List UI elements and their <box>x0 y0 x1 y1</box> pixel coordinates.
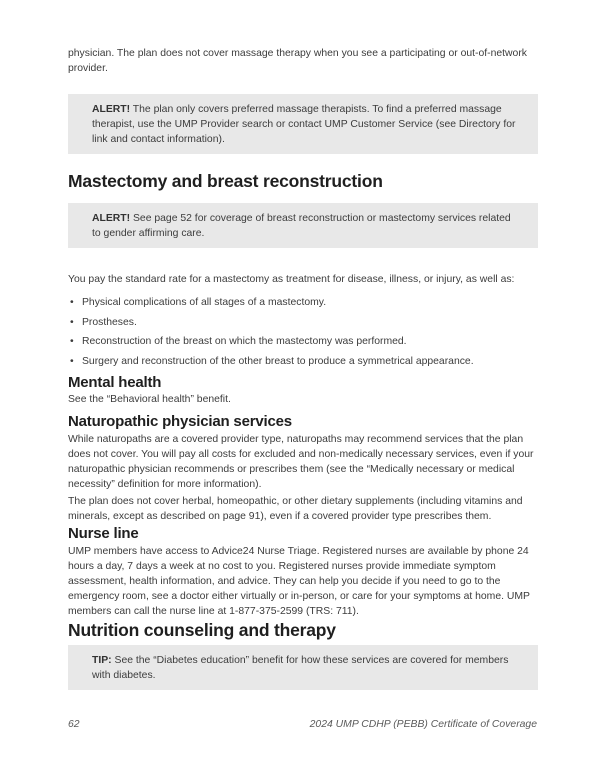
paragraph-mental-health: See the “Behavioral health” benefit. <box>68 394 231 405</box>
footer-document-title: 2024 UMP CDHP (PEBB) Certificate of Coverage <box>309 719 537 730</box>
paragraph-naturopathic-1: While naturopaths are a covered provider type, naturopaths may recommend services that the plan does not cover. You will pay all costs for excluded and non-medically necessary services, even if your naturopathic physician recommends or prescribes them (see the “Medically necessary or medical necessity” definition for more information). <box>68 434 534 490</box>
alert-box-massage <box>68 94 538 154</box>
page-content <box>68 0 538 690</box>
heading-mental-health: Mental health <box>68 374 162 391</box>
mastectomy-bullet-list <box>68 295 538 369</box>
paragraph-naturopathic-2: The plan does not cover herbal, homeopathic, or other dietary supplements (including vitamins and minerals, except as described on page 91), even if a covered provider type prescribes them. <box>68 496 523 522</box>
alert-label: ALERT! <box>92 212 131 224</box>
alert-box-mastectomy <box>68 203 538 248</box>
bullet-item: • Prostheses. <box>68 315 538 330</box>
page-number: 62 <box>68 719 80 730</box>
alert-box-massage-text <box>92 102 518 147</box>
paragraph-nurse-line: UMP members have access to Advice24 Nurse Triage. Registered nurses are available by phone 24 hours a day, 7 days a week at no cost to you. Registered nurses provide immediate symptom assessment, health information, and advice. They can help you decide if you need to go to the emergency room, see a doctor either virtually or in-person, or care for your symptoms at home. UMP members can call the nurse line at 1-877-375-2599 (TRS: 711). <box>68 546 530 617</box>
bullet-item: • Surgery and reconstruction of the other breast to produce a symmetrical appearance. <box>68 354 538 369</box>
tip-box-text <box>92 653 518 683</box>
alert-text: See page 52 for coverage of breast reconstruction or mastectomy services related to gender affirming care. <box>92 212 511 239</box>
alert-text: The plan only covers preferred massage therapists. To find a preferred massage therapist, use the UMP Provider search or contact UMP Customer Service (see Directory for link and contact information). <box>92 103 516 145</box>
tip-label: TIP: <box>92 654 112 666</box>
tip-box-nutrition <box>68 645 538 690</box>
page-footer <box>68 719 537 730</box>
heading-mastectomy: Mastectomy and breast reconstruction <box>68 171 383 191</box>
heading-nurse-line: Nurse line <box>68 525 139 542</box>
bullet-item: • Reconstruction of the breast on which the mastectomy was performed. <box>68 334 538 349</box>
tip-text: See the “Diabetes education” benefit for how these services are covered for members with diabetes. <box>92 654 509 681</box>
alert-label: ALERT! <box>92 103 131 115</box>
paragraph-massage-continuation: physician. The plan does not cover massage therapy when you see a participating or out-of-network provider. <box>68 48 527 74</box>
heading-naturopathic: Naturopathic physician services <box>68 413 292 430</box>
alert-box-mastectomy-text <box>92 211 518 241</box>
bullet-item: • Physical complications of all stages of a mastectomy. <box>68 295 538 310</box>
paragraph-mastectomy-intro: You pay the standard rate for a mastectomy as treatment for disease, illness, or injury, as well as: <box>68 274 515 285</box>
heading-nutrition: Nutrition counseling and therapy <box>68 620 336 640</box>
